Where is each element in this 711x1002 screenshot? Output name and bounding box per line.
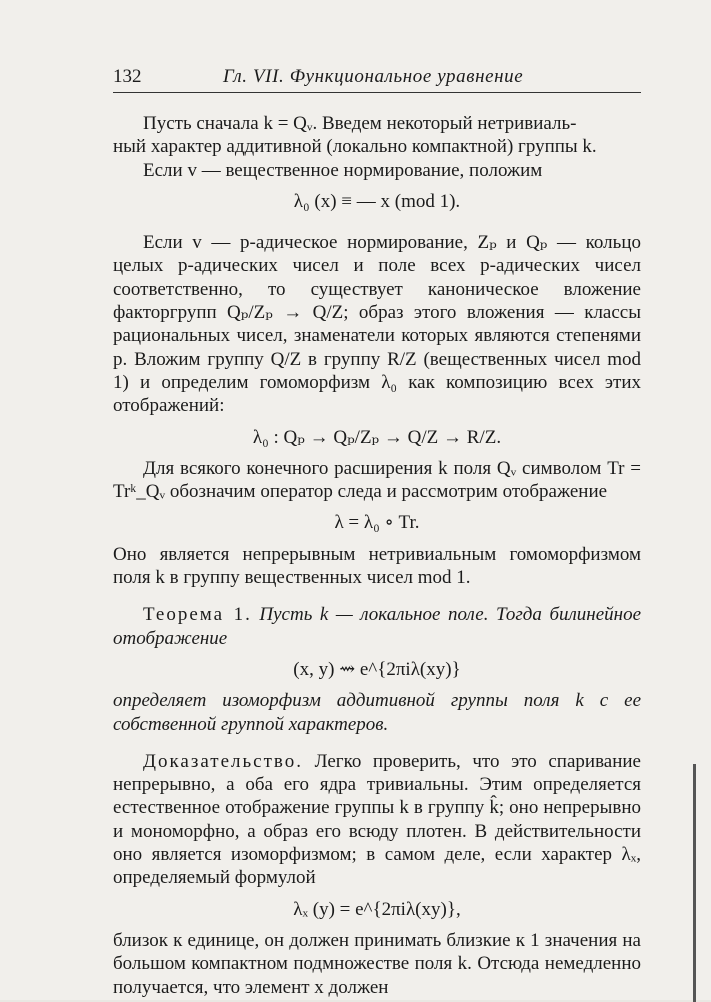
formula-bilinear-map: (x, y) ⇝ e^{2πiλ(xy)} bbox=[293, 658, 461, 680]
page-number: 132 bbox=[113, 66, 142, 87]
margin-line bbox=[693, 764, 696, 1002]
theorem-1 bbox=[113, 603, 641, 650]
paragraph-6: близок к единице, он должен принимать близкие к 1 значения на большом компактном подмножестве поля k. Отсюда немедленно получается, что элемент x должен bbox=[113, 929, 641, 998]
proof bbox=[113, 750, 641, 890]
paragraph-1-line-2: ный характер аддитивной (локально компактной) группы k. bbox=[113, 136, 597, 158]
paragraph-4: Для всякого конечного расширения k поля Qᵥ символом Tr = Trᵏ_Qᵥ обозначим оператор следа и рассмотрим отображение bbox=[113, 457, 641, 503]
proof-text: Легко проверить, что это спаривание непрерывно, а оба его ядра тривиальны. Этим определяется естественное отображение группы k в группу k̂; оно непрерывно и мономорфно, а образ его всюду плотен. В действительности оно является изоморфизмом; в самом деле, если характер λₓ, определяемый формулой bbox=[113, 750, 641, 889]
formula-lambda0-composition: λ₀ : Qₚ → Qₚ/Zₚ → Q/Z → R/Z. bbox=[252, 426, 502, 448]
running-head: Гл. VII. Функциональное уравнение bbox=[223, 66, 524, 87]
paragraph-3: Если v — p-адическое нормирование, Zₚ и Qₚ — кольцо целых p-адических чисел и поле всех p-адических чисел соответственно, то существует каноническое вложение факторгрупп Qₚ/Zₚ → Q/Z; образ этого вложения — классы рациональных чисел, знаменатели которых являются степенями p. Вложим группу Q/Z в группу R/Z (вещественных чисел mod 1) и определим гомоморфизм λ₀ как композицию всех этих отображений: bbox=[113, 232, 641, 417]
theorem-label: Теорема 1. bbox=[143, 604, 252, 626]
page-body bbox=[113, 112, 641, 999]
formula-lambda0-real: λ₀ (x) ≡ — x (mod 1). bbox=[293, 190, 461, 212]
paragraph-5: Оно является непрерывным нетривиальным гомоморфизмом поля k в группу вещественных чисел mod 1. bbox=[113, 543, 641, 589]
formula-lambda: λ = λ₀ ∘ Tr. bbox=[334, 512, 420, 534]
theorem-text: Пусть k — локальное поле. Тогда билинейное отображение bbox=[113, 604, 641, 649]
proof-label: Доказательство. bbox=[143, 750, 303, 772]
paragraph-2: Если v — вещественное нормирование, положим bbox=[143, 159, 543, 181]
theorem-text-2: определяет изоморфизм аддитивной группы поля k с ее собственной группой характеров. bbox=[113, 690, 641, 735]
formula-character: λₓ (y) = e^{2πiλ(xy)}, bbox=[293, 898, 461, 920]
paragraph-1-line-1: Пусть сначала k = Qᵥ. Введем некоторый нетривиаль- bbox=[143, 113, 577, 134]
header-rule bbox=[113, 92, 641, 93]
page-header bbox=[113, 64, 641, 94]
